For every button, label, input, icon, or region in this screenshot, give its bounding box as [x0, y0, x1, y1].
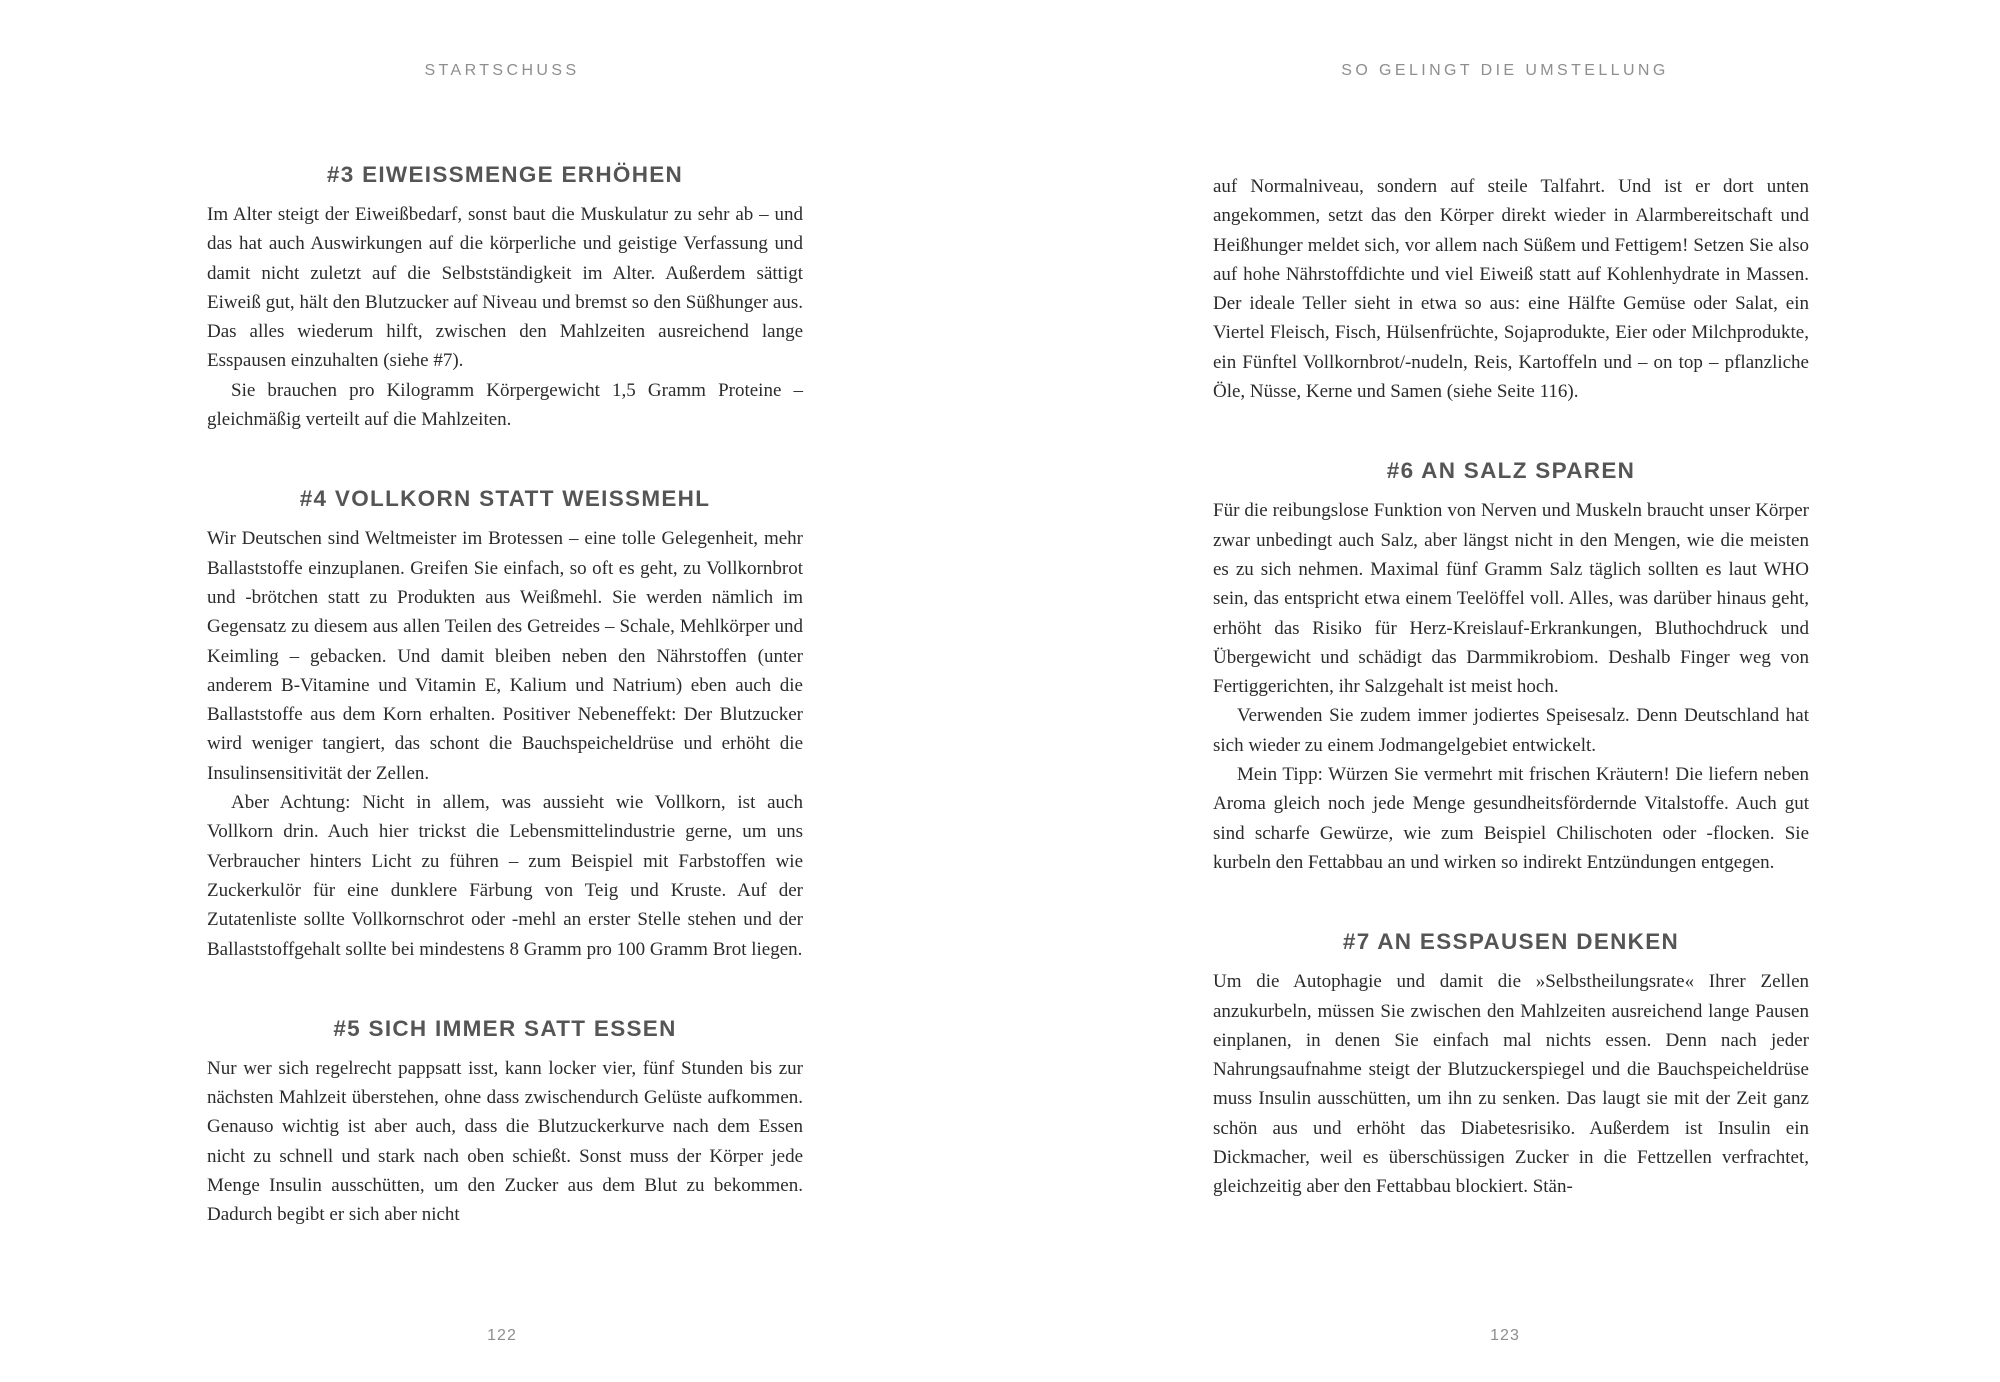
section-heading: #3 EIWEISSMENGE ERHÖHEN — [326, 162, 684, 187]
section-heading: #4 VOLLKORN STATT WEISSMEHL — [299, 486, 711, 512]
page-number-left: 122 — [487, 1327, 517, 1344]
paragraph: Für die reibungslose Funktion von Nerven und Muskeln braucht unser Körper zwar unbedingt auch Salz, aber längst nicht in den Mengen, wie die meisten es zu sich nehmen. Maximal fünf Gramm Salz täglich sollten es laut WHO sein, das entspricht etwa einem Teelöffel voll. Alles, was darüber hinaus geht, erhöht das Risiko für Herz-Kreislauf-Erkrankungen, Bluthochdruck und Übergewicht und schädigt das Darmmikrobiom. Deshalb Finger weg von Fertiggerichten, ihr Salzgehalt ist meist hoch. — [1213, 500, 1809, 698]
section-5 — [207, 1014, 803, 1230]
section-heading: #6 AN SALZ SPAREN — [1386, 458, 1636, 484]
section-3 — [207, 160, 803, 434]
paragraph: auf Normalniveau, sondern auf steile Talfahrt. Und ist er dort unten angekommen, setzt das den Körper direkt wieder in Alarmbereitschaft und Heißhunger meldet sich, vor allem nach Süßem und Fettigem! Setzen Sie also auf hohe Nährstoffdichte und viel Eiweiß statt auf Kohlenhydrate in Massen. Der ideale Teller sieht in etwa so aus: eine Hälfte Gemüse oder Salat, ein Viertel Fleisch, Fisch, Hülsenfrüchte, Sojaprodukte, Eier oder Milchprodukte, ein Fünftel Vollkornbrot/-nudeln, Reis, Kartoffeln und – on top – pflanzliche Öle, Nüsse, Kerne und Samen (siehe Seite 116). — [1213, 176, 1809, 403]
running-head-right: SO GELINGT DIE UMSTELLUNG — [1341, 62, 1669, 79]
section-6 — [1213, 456, 1809, 877]
paragraph: Aber Achtung: Nicht in allem, was aussieht wie Vollkorn, ist auch Vollkorn drin. Auch hier trickst die Lebensmittelindustrie gerne, um uns Verbraucher hinters Licht zu führen – zum Beispiel mit Farbstoffen wie Zuckerkulör für eine dunklere Färbung von Teig und Kruste. Auf der Zutatenliste sollte Vollkornschrot oder -mehl an erster Stelle stehen und der Ballaststoffgehalt sollte bei mindestens 8 Gramm pro 100 Gramm Brot liegen. — [207, 792, 803, 960]
paragraph: Mein Tipp: Würzen Sie vermehrt mit frischen Kräutern! Die liefern neben Aroma gleich noch jede Menge gesundheitsfördernde Vitalstoffe. Auch gut sind scharfe Gewürze, wie zum Beispiel Chilischoten oder -flocken. Sie kurbeln den Fettabbau an und wirken so indirekt Entzündungen entgegen. — [1213, 764, 1809, 873]
right-page — [1000, 0, 2000, 1382]
section-4 — [207, 484, 803, 963]
page-number-right: 123 — [1490, 1327, 1520, 1344]
section-7 — [1213, 927, 1809, 1201]
paragraph: Sie brauchen pro Kilogramm Körpergewicht 1,5 Gramm Proteine – gleichmäßig verteilt auf die Mahlzeiten. — [207, 379, 803, 431]
right-text-block — [1213, 172, 1809, 1252]
paragraph: Im Alter steigt der Eiweißbedarf, sonst baut die Muskulatur zu sehr ab – und das hat auch Auswirkungen auf die körperliche und geistige Verfassung und damit nicht zuletzt auf die Selbstständigkeit im Alter. Außerdem sättigt Eiweiß gut, hält den Blutzucker auf Niveau und bremst so den Süßhunger aus. Das alles wiederum hilft, zwischen den Mahlzeiten ausreichend lange Esspausen einzuhalten (siehe #7). — [207, 204, 803, 372]
section-5-continued — [1213, 172, 1809, 406]
paragraph: Nur wer sich regelrecht pappsatt isst, kann locker vier, fünf Stunden bis zur nächsten Mahlzeit überstehen, ohne dass zwischendurch Gelüste aufkommen. Genauso wichtig ist aber auch, dass die Blutzuckerkurve nach dem Essen nicht zu schnell und stark nach oben schießt. Sonst muss der Körper jede Menge Insulin ausschütten, um den Zucker aus dem Blut zu bekommen. Dadurch begibt er sich aber nicht — [207, 1057, 803, 1226]
section-heading: #5 SICH IMMER SATT ESSEN — [333, 1015, 677, 1041]
paragraph: Verwenden Sie zudem immer jodiertes Speisesalz. Denn Deutschland hat sich wieder zu einem Jodmangelgebiet entwickelt. — [1213, 705, 1809, 756]
running-head-left: STARTSCHUSS — [424, 62, 580, 79]
paragraph: Um die Autophagie und damit die »Selbstheilungsrate« Ihrer Zellen anzukurbeln, müssen Sie zwischen den Mahlzeiten ausreichend lange Pausen einplanen, in denen Sie einfach mal nichts essen. Denn nach jeder Nahrungsaufnahme steigt der Blutzuckerspiegel und die Bauchspeicheldrüse muss Insulin ausschütten, um ihn zu senken. Das laugt sie mit der Zeit ganz schön aus und erhöht das Diabetesrisiko. Außerdem ist Insulin ein Dickmacher, weil es überschüssigen Zucker in die Fettzellen verfrachtet, gleichzeitig aber den Fettabbau blockiert. Stän- — [1213, 971, 1809, 1198]
paragraph: Wir Deutschen sind Weltmeister im Brotessen – eine tolle Gelegenheit, mehr Ballaststoffe einzuplanen. Greifen Sie einfach, so oft es geht, zu Vollkornbrot und -brötchen statt zu Produkten aus Weißmehl. Sie werden nämlich im Gegensatz zu diesem aus allen Teilen des Getreides – Schale, Mehlkörper und Keimling – gebacken. Und damit bleiben neben den Nährstoffen (unter anderem B-Vitamine und Vitamin E, Kalium und Natrium) eben auch die Ballaststoffe aus dem Korn erhalten. Positiver Nebeneffekt: Der Blutzucker wird weniger tangiert, das schont die Bauchspeicheldrüse und erhöht die Insulinsensitivität der Zellen. — [207, 528, 803, 784]
left-text-block — [207, 160, 803, 1280]
section-heading: #7 AN ESSPAUSEN DENKEN — [1342, 929, 1680, 955]
